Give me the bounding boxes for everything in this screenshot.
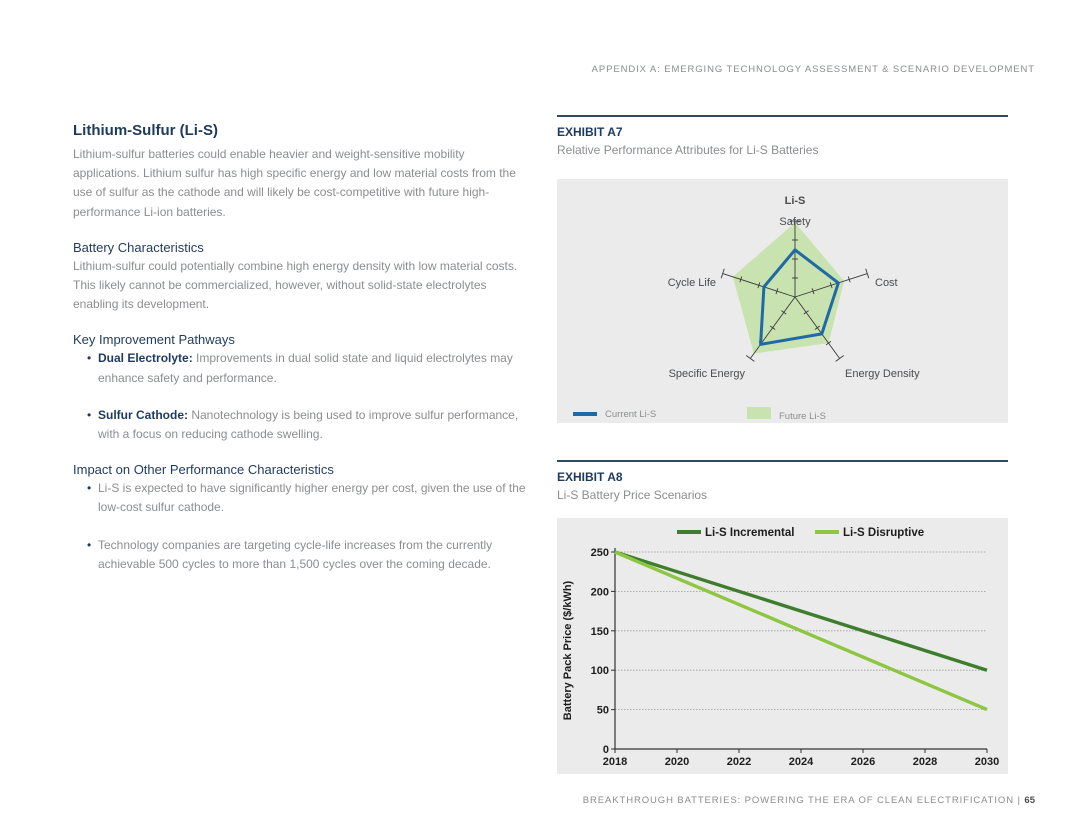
left-column [73,122,533,574]
x-tick-label: 2028 [912,756,938,768]
exhibit-label: EXHIBIT A8 [557,470,623,484]
x-tick-label: 2020 [664,756,690,768]
x-tick-label: 2024 [788,756,814,768]
x-tick-label: 2022 [726,756,752,768]
y-tick-label: 200 [590,586,609,599]
intro-paragraph: Lithium-sulfur batteries could enable heavier and weight-sensitive mobility applications. Lithium sulfur has high specific energy and low material costs from the use of sulfur as the cathode and will likely be cost-competitive with future high-performance Li-ion batteries. [73,147,516,219]
axis-label: Specific Energy [668,368,745,380]
legend-label-future: Future Li-S [779,411,826,422]
running-header: APPENDIX A: EMERGING TECHNOLOGY ASSESSMENT & SCENARIO DEVELOPMENT [591,64,1035,75]
page-number: 65 [1024,795,1035,806]
x-tick-label: 2018 [602,756,628,768]
radar-tick [746,356,754,362]
radar-tick [836,356,844,362]
list-item: • Li-S is expected to have significantly higher energy per cost, given the use of the low-cost sulfur cathode. [87,479,533,517]
legend-label: Li-S Disruptive [843,527,925,539]
exhibit-a7 [557,115,1008,422]
axis-label: Cycle Life [667,277,716,289]
list-item: • Technology companies are targeting cycle-life increases from the currently achievable 500 cycles to more than 1,500 cycles over the coming decade. [87,536,533,574]
battery-characteristics-heading: Battery Characteristics [73,239,204,255]
legend-label-current: Current Li-S [605,409,657,420]
future-area [733,223,844,354]
impact-list [87,479,533,574]
list-item: • Sulfur Cathode: Nanotechnology is being used to improve sulfur performance, with a focus on reducing cathode swelling. [87,406,533,444]
exhibit-subtitle: Relative Performance Attributes for Li-S Batteries [557,143,819,157]
axis-label: Safety [779,216,811,228]
battery-characteristics-text: Lithium-sulfur could potentially combine high energy density with low material costs. This likely cannot be commercialized, however, without solid-state electrolytes enabling its development. [73,258,518,312]
radar-title: Li-S [784,195,806,207]
legend-label: Li-S Incremental [705,527,795,539]
section-title: Lithium-Sulfur (Li-S) [73,122,218,139]
y-tick-label: 250 [590,547,609,559]
impact-heading: Impact on Other Performance Characteristics [73,462,334,478]
divider [557,115,1008,117]
exhibit-label: EXHIBIT A7 [557,125,623,139]
y-tick-label: 0 [602,744,609,756]
legend-swatch-future [747,407,771,419]
y-tick-label: 150 [590,625,609,638]
pathways-heading: Key Improvement Pathways [73,332,235,348]
running-footer [583,795,1035,806]
line-chart [557,518,1008,774]
y-axis-label: Battery Pack Price ($/kWh) [562,580,574,721]
line-chart-panel [557,518,1008,774]
exhibit-subtitle: Li-S Battery Price Scenarios [557,488,708,502]
legend-swatch-current [573,412,597,416]
series-line [615,552,987,670]
divider [557,460,1008,462]
x-tick-label: 2030 [974,756,1000,768]
list-item: • Dual Electrolyte: Improvements in dual solid state and liquid electrolytes may enhance safety and performance. [87,349,533,387]
exhibit-a8 [557,460,1008,768]
y-tick-label: 100 [590,665,609,678]
axis-label: Cost [875,277,898,289]
axis-label: Energy Density [845,368,920,380]
y-tick-label: 50 [596,704,609,717]
x-tick-label: 2026 [850,756,876,768]
footer-text: BREAKTHROUGH BATTERIES: POWERING THE ERA OF CLEAN ELECTRIFICATION | [582,795,1021,806]
pathways-list [87,349,533,444]
radar-panel [557,179,1008,423]
radar-chart [557,179,1008,423]
